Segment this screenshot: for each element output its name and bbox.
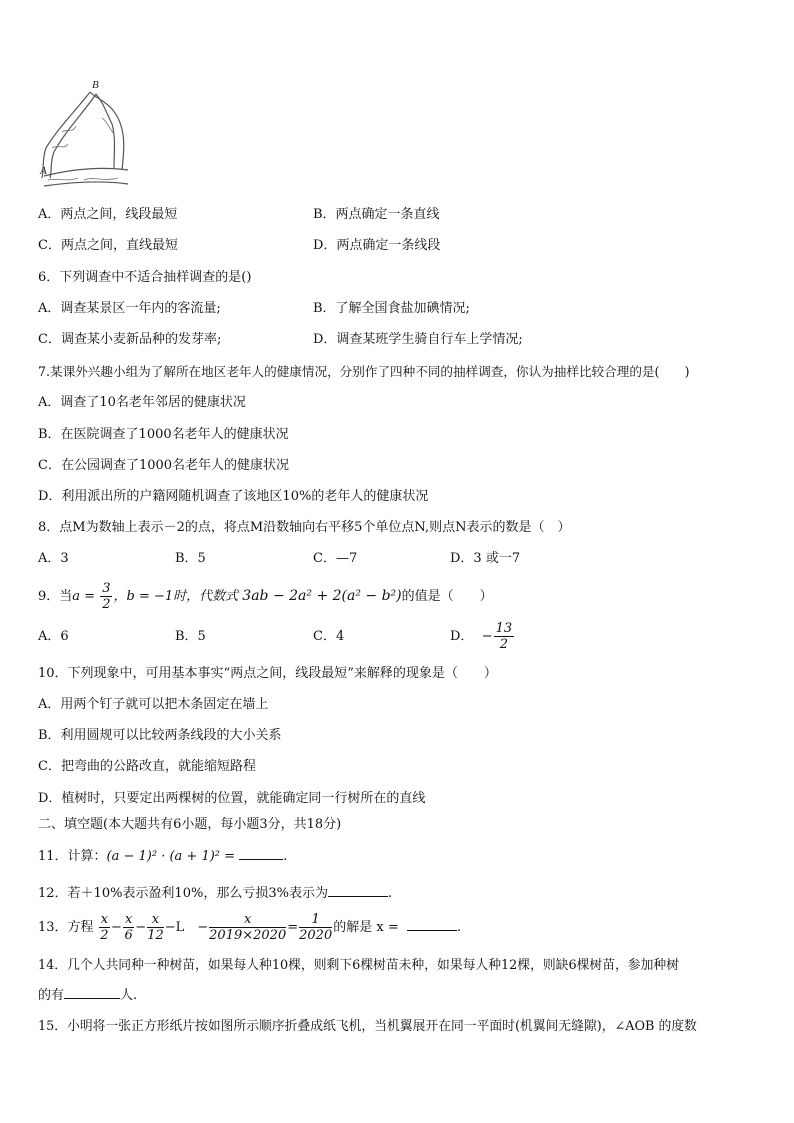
q10-option-a: A．用两个钉子就可以把木条固定在墙上 [38, 697, 269, 712]
q13-dots: −L − [164, 920, 209, 935]
q7-option-c: C．在公园调查了1000名老年人的健康状况 [38, 458, 290, 473]
q11-expression: (a − 1)² · (a + 1)² = [106, 849, 236, 864]
q13-fraction-3 [147, 912, 164, 943]
q13-f1-denominator: 2 [100, 928, 109, 943]
q13-f4-denominator: 2019×2020 [209, 928, 287, 943]
q7-option-a: A．调查了10名老年邻居的健康状况 [38, 395, 246, 410]
q5-option-d: D．两点确定一条线段 [313, 238, 441, 253]
q13-equals: = [287, 920, 299, 935]
q13-end: . [456, 920, 462, 935]
q14-line-2 [38, 987, 137, 1005]
q14-end: 人. [120, 988, 138, 1003]
q9-option-c: C．4 [313, 629, 345, 644]
q13-fraction-2 [123, 912, 134, 943]
q9-option-d [450, 620, 515, 654]
q9-lead: 9．当 [38, 589, 73, 604]
q6-option-d: D．调查某班学生骑自行车上学情况; [313, 332, 523, 347]
q11-answer-blank[interactable] [239, 859, 283, 860]
q9-option-d-sign: − [481, 629, 493, 644]
q10-option-c: C．把弯曲的公路改直，就能缩短路程 [38, 759, 256, 774]
q13-lead: 13．方程 [38, 920, 94, 935]
q7-option-b: B．在医院调查了1000名老年人的健康状况 [38, 427, 289, 442]
q5-option-c: C．两点之间，直线最短 [38, 238, 178, 253]
q13-f2-numerator: x [124, 912, 133, 927]
q13-f2-denominator: 6 [124, 928, 133, 943]
q9-option-a: A．6 [38, 629, 69, 644]
q13-f5-denominator: 2020 [299, 928, 333, 943]
q9-b-part: ，b = −1时，代数式 [113, 589, 239, 604]
q14-answer-blank[interactable] [64, 998, 120, 999]
q13-f3-denominator: 12 [147, 928, 164, 943]
q11-line [38, 848, 287, 866]
q11-end: . [283, 849, 288, 864]
q6-option-b: B．了解全国食盐加碘情况; [313, 301, 470, 316]
q13-f5-numerator: 1 [299, 912, 332, 928]
q6-stem: 6．下列调查中不适合抽样调查的是() [38, 270, 252, 285]
q10-stem: 10．下列现象中，可用基本事实“两点之间，线段最短”来解释的现象是（ ） [38, 666, 497, 681]
q9-a-fraction [100, 581, 112, 612]
q15-stem: 15．小明将一张正方形纸片按如图所示顺序折叠成纸飞机，当机翼展开在同一平面时(机翼间无缝隙)，∠AOB 的度数 [38, 1019, 697, 1034]
q10-option-b: B．利用圆规可以比较两条线段的大小关系 [38, 728, 282, 743]
q12-end: . [387, 886, 393, 901]
q9-expression: 3ab − 2a² + 2(a² − b²) [242, 588, 402, 604]
q9-option-d-fraction [494, 621, 515, 652]
q9-stem [38, 578, 493, 615]
q14-line-1: 14．几个人共同种一种树苗，如果每人种10棵，则剩下6棵树苗未种，如果每人种12棵，则缺6棵树苗，参加种树 [38, 958, 679, 973]
q9-a-equals: a = [72, 589, 96, 604]
q13-line: 13．方程 $\frac{x}{2}$ − $\frac{x}{6}$ − $\frac{x}{12}$ −L − $\frac{x}{2019\times 2020}$ = $\frac{1}{2020}$ 的解是 x = . [38, 912, 462, 943]
q7-stem: 7.某课外兴趣小组为了解所在地区老年人的健康情况，分别作了四种不同的抽样调查，你认为抽样比较合理的是( ) [38, 364, 690, 379]
q13-fraction-4 [209, 912, 286, 943]
road-sketch-image [38, 78, 130, 194]
q9-option-b: B．5 [175, 629, 206, 644]
q9-option-d-denominator: 2 [499, 637, 509, 652]
q10-option-d: D．植树时，只要定出两棵树的位置，就能确定同一行树所在的直线 [38, 791, 426, 806]
q12-line [38, 885, 392, 903]
q13-answer-blank[interactable] [407, 930, 457, 931]
q12-text: 12．若＋10%表示盈利10%，那么亏损3%表示为 [38, 886, 328, 901]
point-a-label: A [40, 165, 47, 177]
q5-option-b: B．两点确定一条直线 [313, 207, 440, 222]
q6-option-c: C．调查某小麦新品种的发芽率; [38, 332, 222, 347]
q8-stem: 8．点M为数轴上表示－2的点，将点M沿数轴向右平移5个单位点N,则点N表示的数是（ ） [38, 520, 571, 535]
road-figure [38, 78, 130, 194]
q9-option-d-numerator: 13 [495, 621, 513, 636]
q13-f4-numerator: x [209, 912, 286, 928]
q13-fraction-1 [99, 912, 110, 943]
q8-option-d: D．3 或一7 [450, 551, 521, 566]
q14-lead: 的有 [38, 988, 65, 1003]
point-b-label: B [92, 79, 99, 91]
q8-option-a: A．3 [38, 551, 69, 566]
q13-tail: 的解是 x = [333, 920, 399, 935]
q9-option-d-label: D． [450, 629, 474, 644]
section-2-heading: 二、填空题(本大题共有6小题，每小题3分，共18分) [38, 817, 342, 832]
q9-a-numerator: 3 [102, 581, 111, 596]
q8-option-b: B．5 [175, 551, 206, 566]
q13-f3-numerator: x [147, 912, 164, 928]
q7-option-d: D．利用派出所的户籍网随机调查了该地区10%的老年人的健康状况 [38, 489, 429, 504]
q13-f1-numerator: x [100, 912, 109, 927]
q13-fraction-5 [299, 912, 332, 943]
q8-option-c: C．—7 [313, 551, 358, 566]
q11-lead: 11．计算： [38, 849, 107, 864]
q9-tail: 的值是（ ） [401, 589, 493, 604]
q12-answer-blank[interactable] [328, 896, 388, 897]
q9-a-denominator: 2 [102, 597, 111, 612]
q5-option-a: A．两点之间，线段最短 [38, 207, 178, 222]
q6-option-a: A．调查某景区一年内的客流量; [38, 301, 221, 316]
